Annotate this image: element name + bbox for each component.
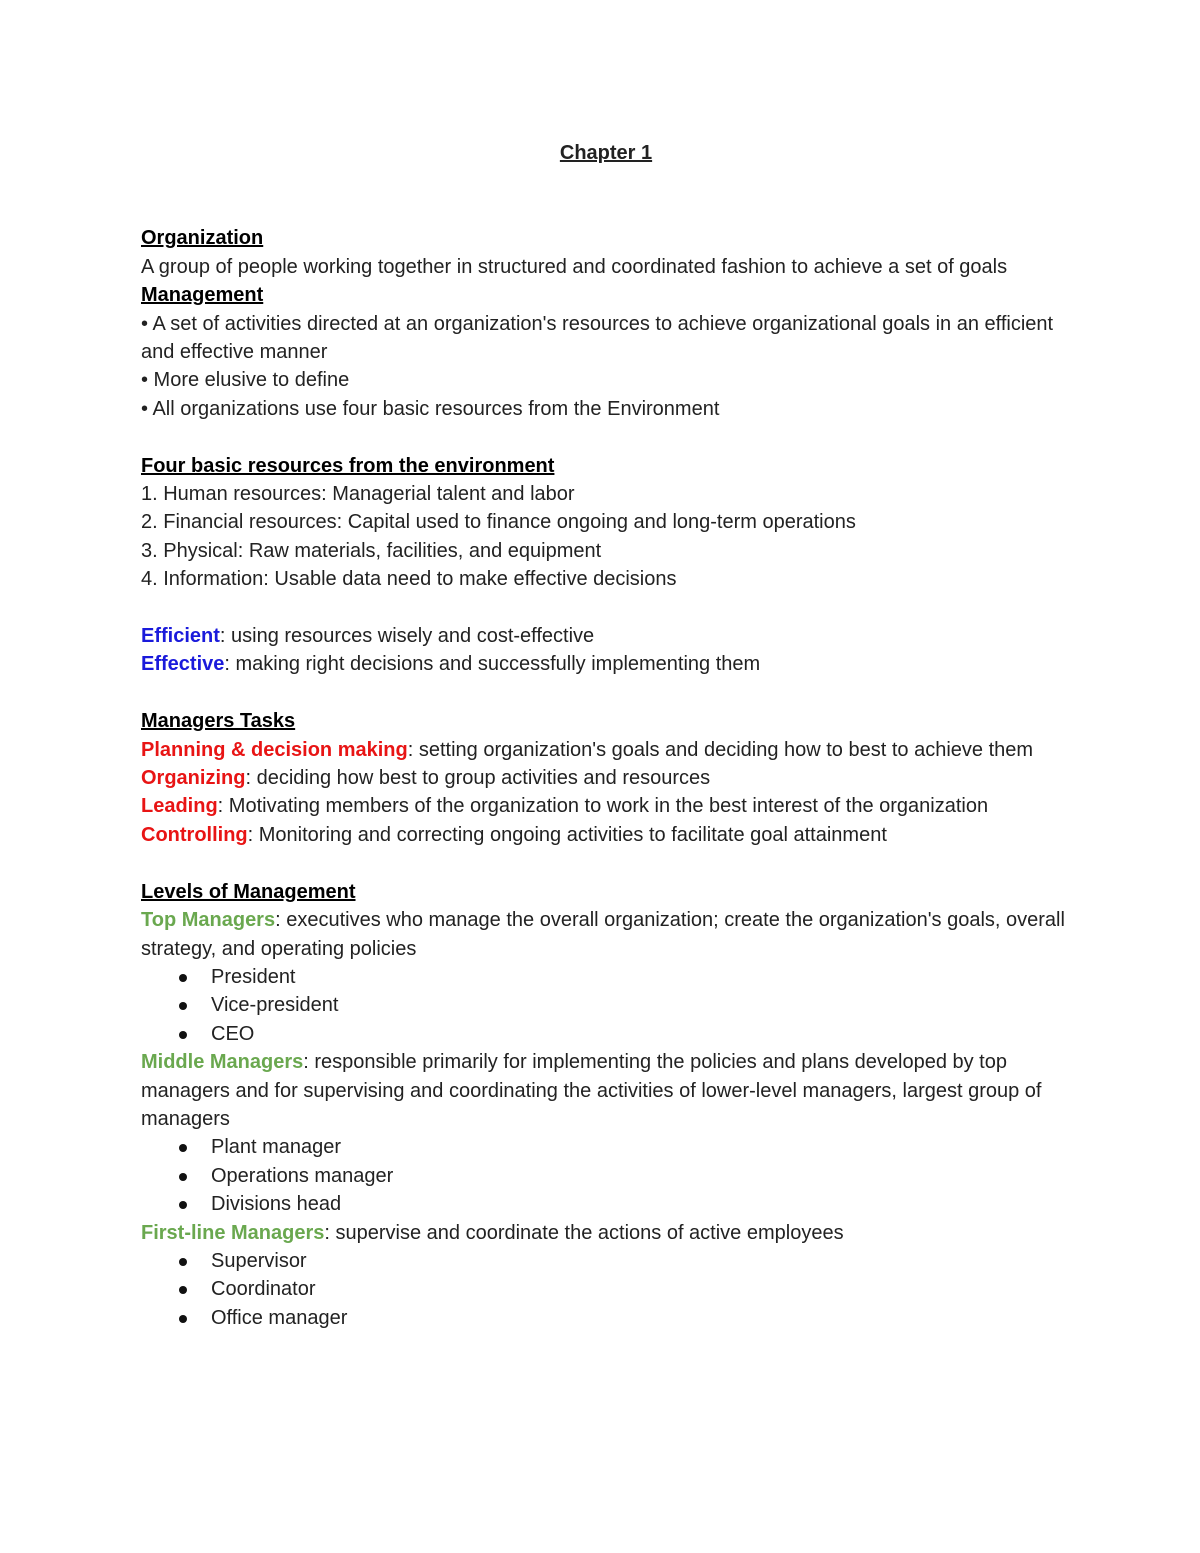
resource-item: 1. Human resources: Managerial talent and labor [141,483,575,506]
management-item: • More elusive to define [141,369,350,392]
list-item-text: Vice-president [211,994,339,1017]
top-managers-list [141,963,1071,1048]
organization-text: A group of people working together in structured and coordinated fashion to achieve a set of goals [141,255,1008,278]
bullet-icon [179,974,187,982]
task-planning [141,736,1071,764]
list-item-text: Divisions head [211,1193,342,1216]
definition-text: : using resources wisely and cost-effective [219,625,595,648]
middle-managers-list [141,1133,1071,1218]
level-term: First-line Managers [141,1221,325,1244]
management-item: • A set of activities directed at an organization's resources to achieve organizational goals in an efficient and effective manner [141,312,1054,364]
definition-text: : making right decisions and successfully implementing them [224,653,761,676]
list-item [141,991,1071,1019]
list-item [141,1275,1071,1303]
list-item [141,1247,1071,1275]
task-leading [141,792,1071,820]
task-organizing [141,764,1071,792]
task-text: : Motivating members of the organization to work in the best interest of the organization [217,795,989,818]
bullet-icon [179,1286,187,1294]
list-item [141,1304,1071,1332]
level-first-line-managers [141,1219,1071,1247]
definition-effective [141,650,1071,678]
levels-heading: Levels of Management [141,880,356,903]
task-term: Organizing [141,767,246,790]
level-middle-managers [141,1048,1071,1133]
bullet-icon [179,1031,187,1039]
task-text: : deciding how best to group activities and resources [245,767,711,790]
list-item-text: CEO [211,1022,255,1045]
bullet-icon [179,1002,187,1010]
task-term: Leading [141,795,218,818]
bullet-icon [179,1315,187,1323]
management-heading: Management [141,284,264,307]
task-text: : setting organization's goals and deciding how to best to achieve them [407,738,1034,761]
list-item [141,1133,1071,1161]
level-text: : responsible primarily for implementing the policies and plans developed by top managers and for supervising and coordinating the activities of lower-level managers, largest group of managers [141,1051,1042,1130]
level-top-managers [141,906,1071,963]
definition-term: Efficient [141,625,220,648]
bullet-icon [179,1173,187,1181]
level-term: Middle Managers [141,1051,304,1074]
list-item-text: Plant manager [211,1136,342,1159]
first-line-managers-list [141,1247,1071,1332]
page-title: Chapter 1 [559,142,653,164]
level-text: : supervise and coordinate the actions of active employees [324,1221,844,1244]
list-item [141,1190,1071,1218]
bullet-icon [179,1201,187,1209]
list-item-text: President [211,965,296,988]
level-text: : executives who manage the overall organization; create the organization's goals, overall strategy, and operating policies [141,909,1065,960]
resource-item: 4. Information: Usable data need to make effective decisions [141,568,677,591]
task-term: Planning & decision making [141,738,408,761]
definition-term: Effective [141,653,225,676]
tasks-heading: Managers Tasks [141,710,296,733]
resource-item: 2. Financial resources: Capital used to finance ongoing and long-term operations [141,511,856,534]
level-term: Top Managers [141,909,276,932]
task-text: : Monitoring and correcting ongoing activities to facilitate goal attainment [247,823,887,846]
organization-heading: Organization [141,227,264,250]
bullet-icon [179,1144,187,1152]
list-item-text: Coordinator [211,1278,316,1301]
resources-heading: Four basic resources from the environment [141,454,555,477]
list-item-text: Office manager [211,1306,348,1329]
definition-efficient [141,622,1071,650]
list-item [141,1162,1071,1190]
list-item-text: Supervisor [211,1249,307,1272]
task-controlling [141,821,1071,849]
bullet-icon [179,1258,187,1266]
document-page [141,139,1071,1332]
management-item: • All organizations use four basic resources from the Environment [141,397,720,420]
list-item-text: Operations manager [211,1164,394,1187]
list-item [141,963,1071,991]
task-term: Controlling [141,823,248,846]
resource-item: 3. Physical: Raw materials, facilities, and equipment [141,539,602,562]
list-item [141,1020,1071,1048]
